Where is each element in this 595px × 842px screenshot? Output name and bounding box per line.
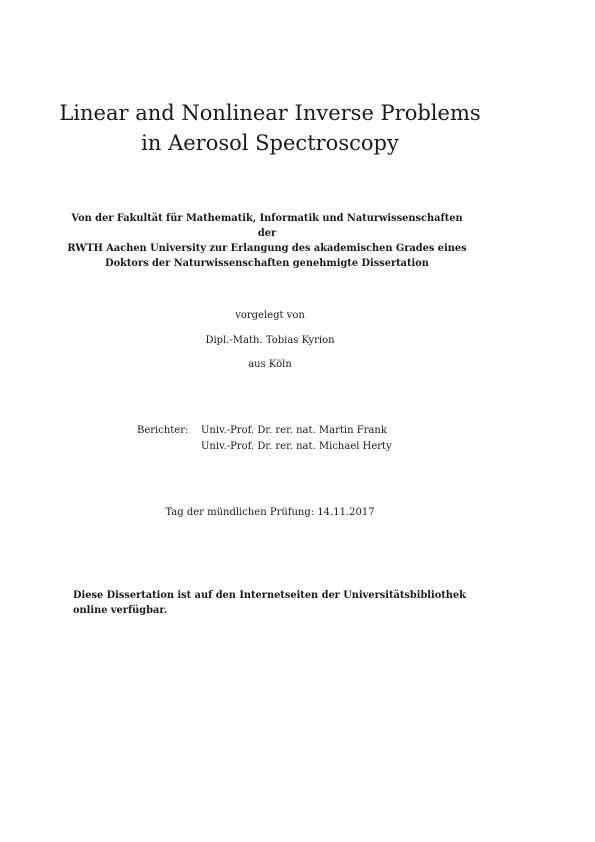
faculty-statement-line-2: RWTH Aachen University zur Erlangung des akademischen Grades eines [67, 243, 467, 254]
referees-label: Berichter: [137, 425, 189, 436]
oral-exam-date: Tag der mündlichen Prüfung: 14.11.2017 [165, 507, 375, 518]
faculty-statement-line-3: Doktors der Naturwissenschaften genehmigte Dissertation [105, 258, 429, 269]
referee-name: Univ.-Prof. Dr. rer. nat. Michael Herty [201, 441, 392, 452]
faculty-statement-line-1: Von der Fakultät für Mathematik, Informatik und Naturwissenschaften der [71, 213, 463, 239]
availability-note: Diese Dissertation ist auf den Internetseiten der Universitätsbibliothek online verfügbar. [73, 590, 466, 616]
faculty-statement [62, 211, 472, 271]
thesis-title-line-1: Linear and Nonlinear Inverse Problems [59, 101, 481, 125]
referees-list [201, 423, 392, 455]
thesis-title [0, 98, 540, 158]
presented-by-label: vorgelegt von [235, 310, 305, 321]
thesis-title-line-2: in Aerosol Spectroscopy [141, 131, 399, 155]
author-origin: aus Köln [248, 359, 292, 370]
author-name: Dipl.-Math. Tobias Kyrion [205, 335, 335, 346]
referee-name: Univ.-Prof. Dr. rer. nat. Martin Frank [201, 425, 387, 436]
